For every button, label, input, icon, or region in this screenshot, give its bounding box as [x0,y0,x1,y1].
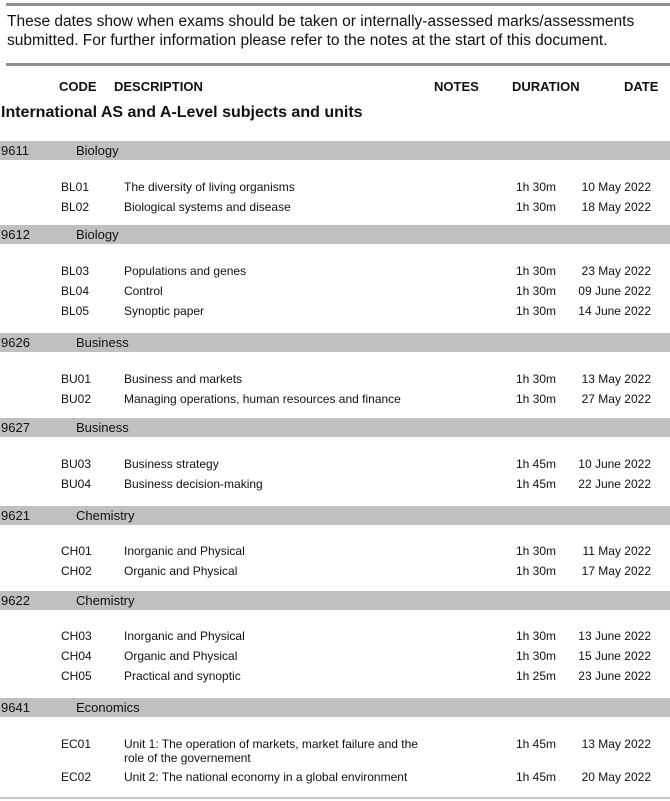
unit-duration: 1h 30m [516,629,557,643]
subject-name: Biology [76,143,119,158]
subject-group-header [0,506,670,525]
unit-description: Unit 2: The national economy in a global environment [124,770,408,784]
subject-code: 9612 [1,227,30,242]
unit-date: 15 June 2022 [578,649,651,663]
unit-duration: 1h 30m [516,264,557,278]
subject-code: 9621 [1,508,30,523]
unit-description: The diversity of living organisms [124,180,295,194]
unit-duration: 1h 25m [516,669,557,683]
unit-description: Control [124,284,163,298]
unit-description: Synoptic paper [124,304,205,318]
intro-text: These dates show when exams should be taken or internally-assessed marks/assessments submitted. For further information please refer to the notes at the start of this document. [7,13,635,49]
unit-description: Business decision-making [124,477,263,491]
unit-description: Practical and synoptic [124,669,241,683]
unit-date: 11 May 2022 [582,544,651,558]
unit-description: Unit 1: The operation of markets, market failure and the role of the governement [124,737,418,765]
header-rule [6,63,670,66]
header-notes: NOTES [434,79,479,94]
unit-code: EC02 [61,770,92,784]
unit-date: 18 May 2022 [581,200,651,214]
unit-date: 10 May 2022 [581,180,651,194]
unit-description: Inorganic and Physical [124,629,245,643]
unit-code: BU03 [61,457,92,471]
unit-description: Inorganic and Physical [124,544,245,558]
unit-date: 22 June 2022 [578,477,651,491]
unit-code: BU01 [61,372,92,386]
subject-code: 9627 [1,420,30,435]
unit-code: BL04 [61,284,90,298]
unit-date: 20 May 2022 [581,770,651,784]
subject-code: 9622 [1,593,30,608]
subject-code: 9626 [1,335,30,350]
unit-description: Biological systems and disease [124,200,291,214]
header-duration: DURATION [512,79,580,94]
unit-description: Organic and Physical [124,564,238,578]
unit-code: CH02 [61,564,92,578]
unit-code: BL01 [61,180,90,194]
subject-group-header [0,225,670,244]
unit-duration: 1h 30m [516,180,557,194]
subject-name: Biology [76,227,119,242]
header-code: CODE [59,79,97,94]
unit-duration: 1h 45m [516,457,557,471]
unit-date: 10 June 2022 [578,457,651,471]
unit-date: 13 May 2022 [581,737,651,751]
top-rule [6,3,670,6]
subject-code: 9641 [1,700,30,715]
unit-code: EC01 [61,737,92,751]
unit-duration: 1h 30m [516,200,557,214]
unit-description: Business strategy [124,457,219,471]
unit-duration: 1h 45m [516,770,557,784]
unit-date: 27 May 2022 [581,392,651,406]
unit-date: 23 June 2022 [578,669,651,683]
unit-description: Populations and genes [124,264,247,278]
unit-description: Business and markets [124,372,243,386]
unit-code: CH04 [61,649,92,663]
unit-date: 14 June 2022 [578,304,651,318]
unit-date: 09 June 2022 [578,284,651,298]
subject-name: Business [76,420,129,435]
subject-group-header [0,591,670,610]
unit-duration: 1h 30m [516,372,557,386]
header-description: DESCRIPTION [114,79,203,94]
unit-date: 13 June 2022 [578,629,651,643]
unit-duration: 1h 30m [516,649,557,663]
subject-group-header [0,333,670,352]
subject-name: Economics [76,700,140,715]
unit-date: 17 May 2022 [581,564,651,578]
bottom-rule [0,797,670,799]
unit-code: BU02 [61,392,92,406]
subject-group-header [0,141,670,160]
unit-duration: 1h 30m [516,392,557,406]
unit-code: BL03 [61,264,90,278]
unit-duration: 1h 30m [516,304,557,318]
subject-group-header [0,418,670,437]
section-title: International AS and A-Level subjects and units [1,104,363,121]
unit-code: CH05 [61,669,92,683]
unit-description: Organic and Physical [124,649,238,663]
unit-duration: 1h 30m [516,564,557,578]
unit-description: Managing operations, human resources and finance [124,392,401,406]
unit-duration: 1h 45m [516,737,557,751]
subject-name: Chemistry [76,593,135,608]
unit-duration: 1h 30m [516,284,557,298]
unit-code: BL05 [61,304,90,318]
subject-name: Chemistry [76,508,135,523]
subject-code: 9611 [1,143,29,158]
unit-date: 13 May 2022 [581,372,651,386]
unit-code: BU04 [61,477,92,491]
unit-duration: 1h 45m [516,477,557,491]
unit-code: BL02 [61,200,90,214]
unit-code: CH01 [61,544,92,558]
unit-code: CH03 [61,629,92,643]
subject-group-header [0,698,670,717]
header-date: DATE [624,79,659,94]
unit-duration: 1h 30m [516,544,557,558]
unit-date: 23 May 2022 [581,264,651,278]
subject-name: Business [76,335,129,350]
